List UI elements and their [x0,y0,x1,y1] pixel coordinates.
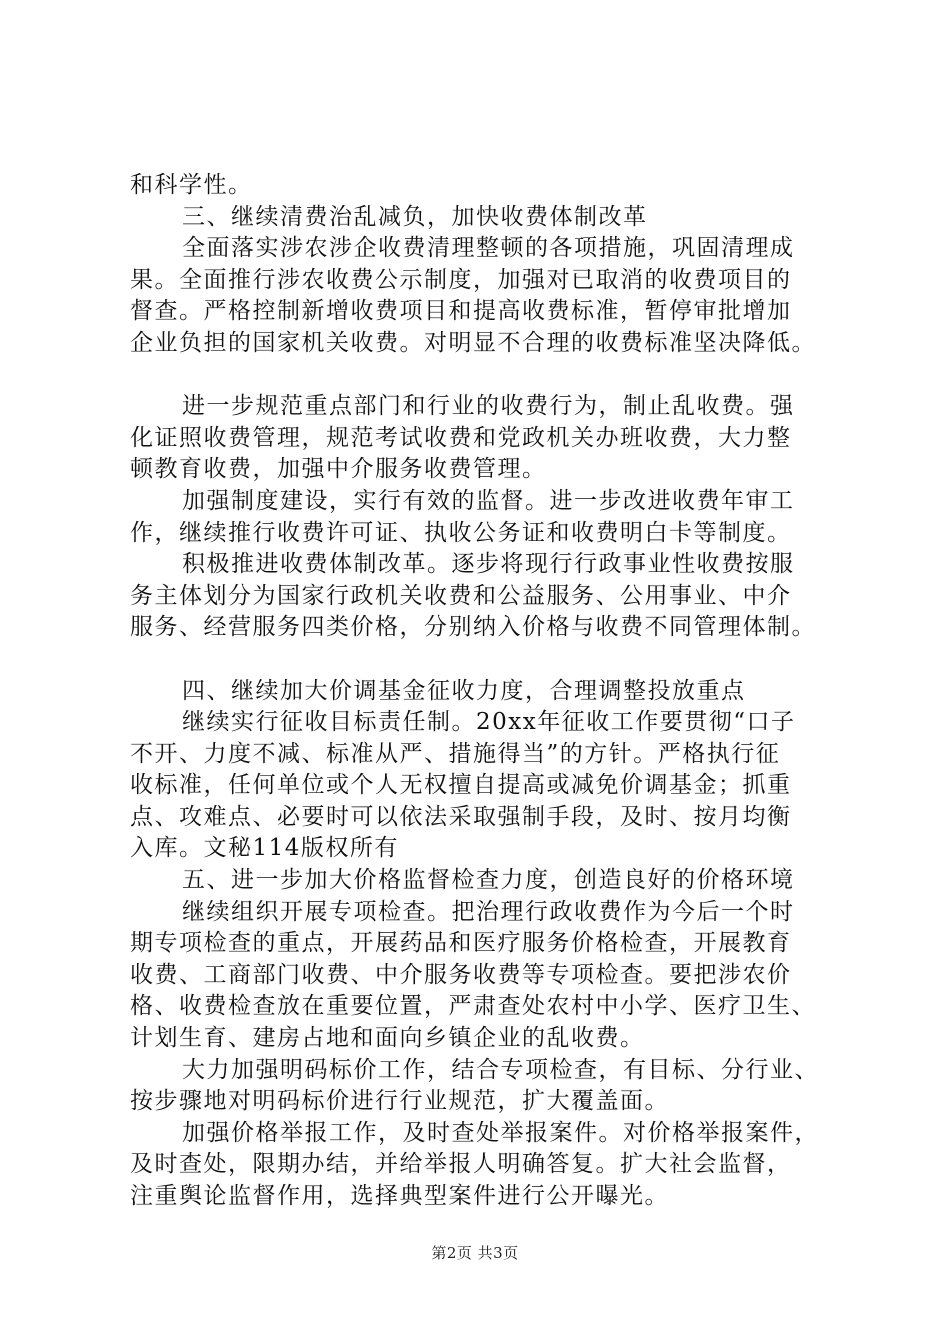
text-line: 作，继续推行收费许可证、执收公务证和收费明白卡等制度。 [130,519,792,546]
text-line: 全面落实涉农涉企收费清理整顿的各项措施，巩固清理成 [182,235,795,262]
section-heading-5: 五、进一步加大价格监督检查力度，创造良好的价格环境 [182,867,795,894]
text-line: 继续实行征收目标责任制。20xx年征收工作要贯彻“口子 [182,709,796,736]
text-line: 进一步规范重点部门和行业的收费行为，制止乱收费。强 [182,393,795,420]
text-line: 务主体划分为国家行政机关收费和公益服务、公用事业、中介 [130,582,792,609]
paragraph-gap [130,644,855,676]
section-heading-3: 三、继续清费治乱减负，加快收费体制改革 [182,203,648,230]
text-line: 收费、工商部门收费、中介服务收费等专项检查。要把涉农价 [130,961,792,988]
text-line: 大力加强明码标价工作，结合专项检查，有目标、分行业、 [182,1056,819,1083]
paragraph-gap [130,360,855,392]
text-line: 化证照收费管理，规范考试收费和党政机关办班收费，大力整 [130,424,792,451]
text-line: 企业负担的国家机关收费。对明显不合理的收费标准坚决降低。 [130,329,816,356]
text-line: 收标准，任何单位或个人无权擅自提高或减免价调基金；抓重 [130,772,792,799]
text-line: 注重舆论监督作用，选择典型案件进行公开曝光。 [130,1183,669,1209]
text-line: 期专项检查的重点，开展药品和医疗服务价格检查，开展教育 [130,930,792,957]
page-number-footer: 第2页 共3页 [431,1244,519,1262]
text-line: 和科学性。 [130,172,253,198]
text-line: 服务、经营服务四类价格，分别纳入价格与收费不同管理体制。 [130,614,816,641]
text-line: 计划生育、建房占地和面向乡镇企业的乱收费。 [130,1025,645,1052]
text-line: 加强价格举报工作，及时查处举报案件。对价格举报案件， [182,1119,819,1146]
text-line: 及时查处，限期办结，并给举报人明确答复。扩大社会监督， [130,1151,792,1178]
text-line: 按步骤地对明码标价进行行业规范，扩大覆盖面。 [130,1088,669,1115]
text-line: 不开、力度不减、标准从严、措施得当”的方针。严格执行征 [130,740,781,767]
text-line: 顿教育收费，加强中介服务收费管理。 [130,456,547,483]
text-line: 格、收费检查放在重要位置，严肃查处农村中小学、医疗卫生、 [130,993,816,1020]
text-line: 督查。严格控制新增收费项目和提高收费标准，暂停审批增加 [130,298,792,325]
text-line: 积极推进收费体制改革。逐步将现行行政事业性收费按服 [182,551,795,578]
text-line: 果。全面推行涉农收费公示制度，加强对已取消的收费项目的 [130,266,792,293]
text-line: 继续组织开展专项检查。把治理行政收费作为今后一个时 [182,898,795,925]
section-heading-4: 四、继续加大价调基金征收力度，合理调整投放重点 [182,677,746,704]
text-line: 加强制度建设，实行有效的监督。进一步改进收费年审工 [182,487,795,514]
text-line: 入库。文秘114版权所有 [130,835,399,862]
document-body [130,170,855,1213]
text-line: 点、攻难点、必要时可以依法采取强制手段，及时、按月均衡 [130,803,792,830]
